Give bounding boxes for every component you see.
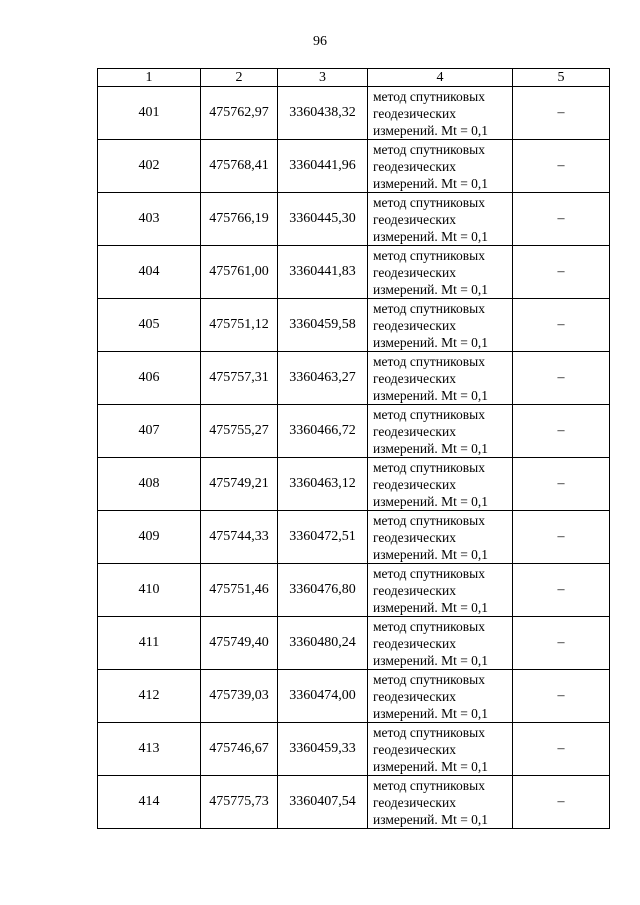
table-row (98, 299, 610, 352)
y-coordinate-cell: 3360459,58 (278, 299, 368, 352)
note-cell: – (513, 246, 610, 299)
table-row (98, 723, 610, 776)
point-number-cell: 412 (98, 670, 201, 723)
x-coordinate-cell: 475739,03 (201, 670, 278, 723)
note-cell: – (513, 193, 610, 246)
y-coordinate-cell: 3360441,96 (278, 140, 368, 193)
note-cell: – (513, 458, 610, 511)
y-coordinate-cell: 3360441,83 (278, 246, 368, 299)
point-number-cell: 410 (98, 564, 201, 617)
point-number-cell: 405 (98, 299, 201, 352)
point-number-cell: 402 (98, 140, 201, 193)
table-header (98, 69, 610, 87)
y-coordinate-cell: 3360472,51 (278, 511, 368, 564)
table-row (98, 87, 610, 140)
method-cell: метод спутниковых геодезических измерений. Mt = 0,1 (368, 670, 513, 723)
y-coordinate-cell: 3360438,32 (278, 87, 368, 140)
point-number-cell: 404 (98, 246, 201, 299)
note-cell: – (513, 352, 610, 405)
note-cell: – (513, 617, 610, 670)
header-col-5: 5 (513, 69, 610, 87)
y-coordinate-cell: 3360474,00 (278, 670, 368, 723)
x-coordinate-cell: 475751,12 (201, 299, 278, 352)
x-coordinate-cell: 475761,00 (201, 246, 278, 299)
table-row (98, 776, 610, 829)
x-coordinate-cell: 475744,33 (201, 511, 278, 564)
header-row (98, 69, 610, 87)
method-cell: метод спутниковых геодезических измерений. Mt = 0,1 (368, 193, 513, 246)
table-row (98, 511, 610, 564)
point-number-cell: 409 (98, 511, 201, 564)
method-cell: метод спутниковых геодезических измерений. Mt = 0,1 (368, 723, 513, 776)
method-cell: метод спутниковых геодезических измерений. Mt = 0,1 (368, 352, 513, 405)
point-number-cell: 413 (98, 723, 201, 776)
method-cell: метод спутниковых геодезических измерений. Mt = 0,1 (368, 405, 513, 458)
y-coordinate-cell: 3360459,33 (278, 723, 368, 776)
y-coordinate-cell: 3360463,27 (278, 352, 368, 405)
x-coordinate-cell: 475775,73 (201, 776, 278, 829)
point-number-cell: 407 (98, 405, 201, 458)
method-cell: метод спутниковых геодезических измерений. Mt = 0,1 (368, 299, 513, 352)
method-cell: метод спутниковых геодезических измерений. Mt = 0,1 (368, 511, 513, 564)
point-number-cell: 411 (98, 617, 201, 670)
header-col-1: 1 (98, 69, 201, 87)
x-coordinate-cell: 475749,21 (201, 458, 278, 511)
method-cell: метод спутниковых геодезических измерений. Mt = 0,1 (368, 140, 513, 193)
table-row (98, 352, 610, 405)
page-number: 96 (313, 34, 327, 49)
x-coordinate-cell: 475762,97 (201, 87, 278, 140)
y-coordinate-cell: 3360407,54 (278, 776, 368, 829)
x-coordinate-cell: 475751,46 (201, 564, 278, 617)
y-coordinate-cell: 3360445,30 (278, 193, 368, 246)
table-row (98, 458, 610, 511)
header-col-2: 2 (201, 69, 278, 87)
header-col-4: 4 (368, 69, 513, 87)
x-coordinate-cell: 475766,19 (201, 193, 278, 246)
coordinates-table (97, 68, 610, 829)
method-cell: метод спутниковых геодезических измерений. Mt = 0,1 (368, 458, 513, 511)
note-cell: – (513, 299, 610, 352)
table-row (98, 246, 610, 299)
point-number-cell: 403 (98, 193, 201, 246)
note-cell: – (513, 511, 610, 564)
table-row (98, 405, 610, 458)
x-coordinate-cell: 475757,31 (201, 352, 278, 405)
y-coordinate-cell: 3360476,80 (278, 564, 368, 617)
table-row (98, 140, 610, 193)
y-coordinate-cell: 3360480,24 (278, 617, 368, 670)
note-cell: – (513, 87, 610, 140)
table-row (98, 670, 610, 723)
point-number-cell: 401 (98, 87, 201, 140)
x-coordinate-cell: 475755,27 (201, 405, 278, 458)
note-cell: – (513, 564, 610, 617)
method-cell: метод спутниковых геодезических измерений. Mt = 0,1 (368, 564, 513, 617)
note-cell: – (513, 776, 610, 829)
table-body (98, 87, 610, 829)
note-cell: – (513, 405, 610, 458)
method-cell: метод спутниковых геодезических измерений. Mt = 0,1 (368, 87, 513, 140)
note-cell: – (513, 140, 610, 193)
x-coordinate-cell: 475746,67 (201, 723, 278, 776)
method-cell: метод спутниковых геодезических измерений. Mt = 0,1 (368, 776, 513, 829)
note-cell: – (513, 723, 610, 776)
table-row (98, 617, 610, 670)
note-cell: – (513, 670, 610, 723)
x-coordinate-cell: 475768,41 (201, 140, 278, 193)
table-row (98, 564, 610, 617)
method-cell: метод спутниковых геодезических измерений. Mt = 0,1 (368, 617, 513, 670)
y-coordinate-cell: 3360466,72 (278, 405, 368, 458)
table-row (98, 193, 610, 246)
point-number-cell: 408 (98, 458, 201, 511)
x-coordinate-cell: 475749,40 (201, 617, 278, 670)
method-cell: метод спутниковых геодезических измерений. Mt = 0,1 (368, 246, 513, 299)
point-number-cell: 406 (98, 352, 201, 405)
header-col-3: 3 (278, 69, 368, 87)
y-coordinate-cell: 3360463,12 (278, 458, 368, 511)
point-number-cell: 414 (98, 776, 201, 829)
